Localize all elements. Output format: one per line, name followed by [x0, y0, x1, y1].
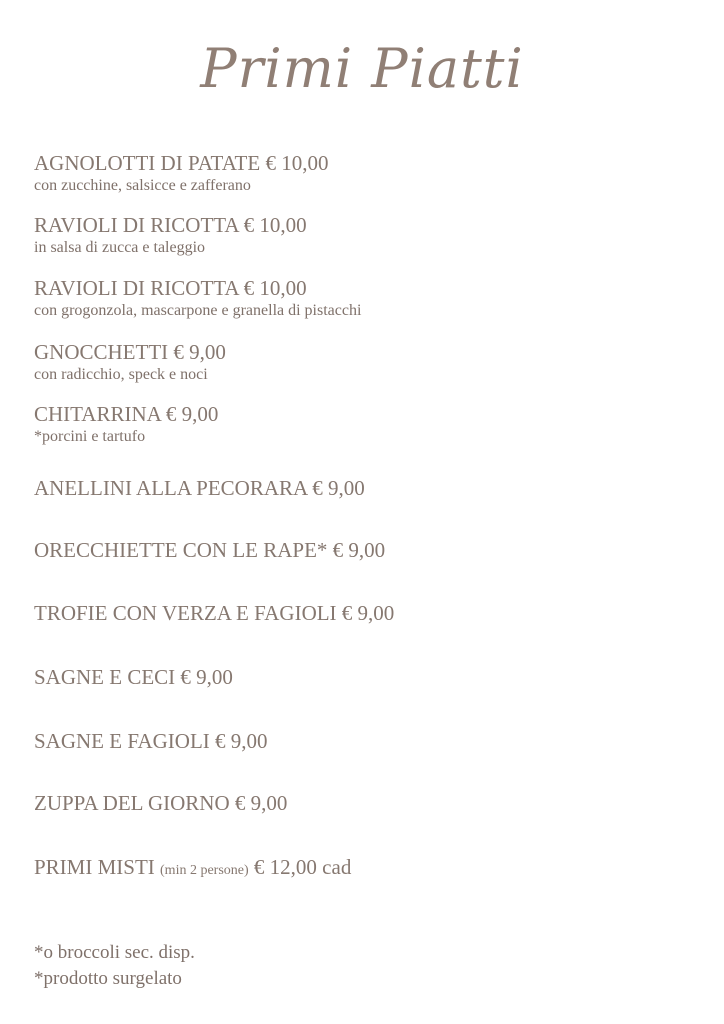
item-description: con grogonzola, mascarpone e granella di pistacchi — [34, 302, 362, 319]
item-name: ANELLINI ALLA PECORARA € 9,00 — [34, 476, 365, 500]
menu-title: Primi Piatti — [200, 37, 524, 100]
menu-item — [34, 728, 268, 754]
footnote-line: *o broccoli sec. disp. — [34, 942, 195, 963]
item-name-main: PRIMI MISTI — [34, 855, 161, 879]
item-description: con zucchine, salsicce e zafferano — [34, 177, 251, 194]
menu-item — [34, 150, 328, 196]
menu-item — [34, 600, 394, 626]
menu-item — [34, 401, 218, 447]
item-name: RAVIOLI DI RICOTTA € 10,00 — [34, 276, 307, 300]
item-name: SAGNE E CECI € 9,00 — [34, 665, 233, 689]
item-name: CHITARRINA € 9,00 — [34, 402, 219, 426]
item-description: con radicchio, speck e noci — [34, 366, 208, 383]
menu-item — [34, 275, 361, 321]
item-price: € 12,00 cad — [248, 855, 352, 879]
menu-item — [34, 537, 385, 563]
item-note: (min 2 persone) — [160, 863, 249, 878]
menu-item — [34, 339, 226, 385]
item-name: RAVIOLI DI RICOTTA € 10,00 — [34, 213, 307, 237]
item-description: *porcini e tartufo — [34, 428, 146, 445]
item-name — [34, 854, 351, 884]
item-name: GNOCCHETTI € 9,00 — [34, 340, 226, 364]
menu-item — [34, 664, 233, 690]
item-description: in salsa di zucca e taleggio — [34, 239, 206, 256]
item-name: SAGNE E FAGIOLI € 9,00 — [34, 729, 268, 753]
menu-item — [34, 212, 307, 258]
footnotes — [34, 940, 195, 992]
item-name: ZUPPA DEL GIORNO € 9,00 — [34, 791, 288, 815]
menu-item — [34, 475, 365, 501]
item-name: TROFIE CON VERZA E FAGIOLI € 9,00 — [34, 601, 395, 625]
item-name: AGNOLOTTI DI PATATE € 10,00 — [34, 151, 329, 175]
menu-item — [34, 854, 351, 884]
footnote-line: *prodotto surgelato — [34, 968, 182, 989]
menu-item — [34, 790, 287, 816]
item-name: ORECCHIETTE CON LE RAPE* € 9,00 — [34, 538, 386, 562]
